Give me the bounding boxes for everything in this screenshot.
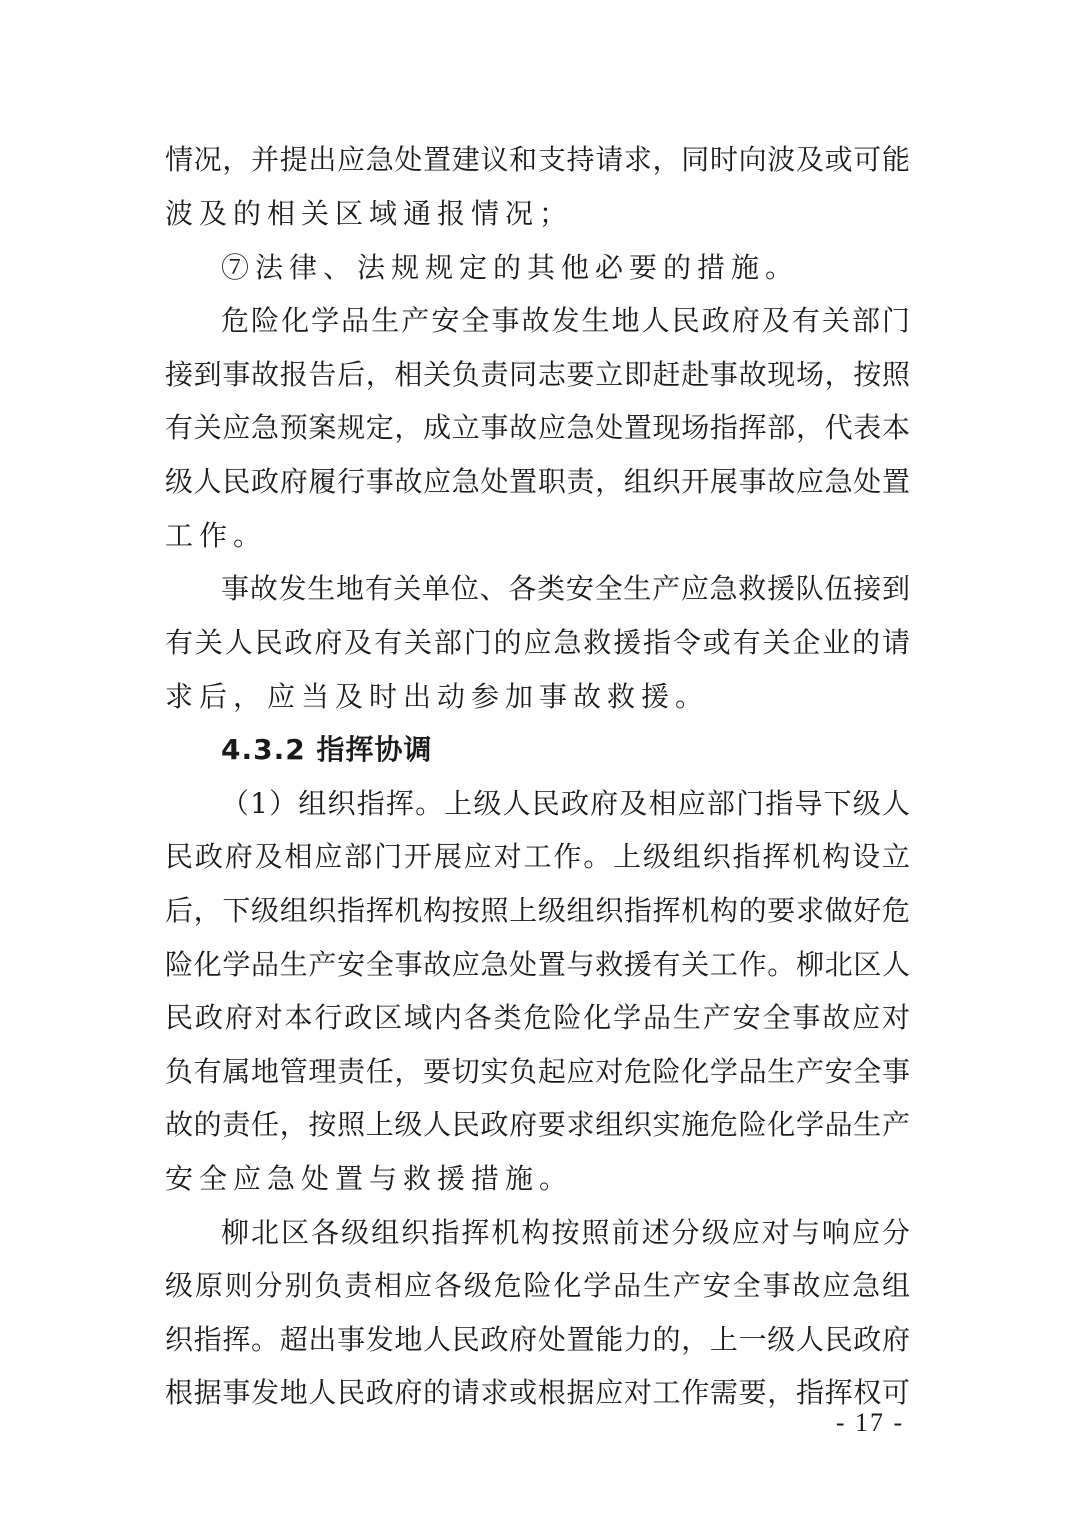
paragraph-start-line: 危险化学品生产安全事故发生地人民政府及有关部门 xyxy=(221,304,910,337)
text-line: ⑦法律、法规规定的其他必要的措施。 xyxy=(221,251,800,284)
paragraph-start-line: （1）组织指挥。上级人民政府及相应部门指导下级人 xyxy=(221,787,910,820)
text-line: 情况，并提出应急处置建议和支持请求，同时向波及或可能 xyxy=(165,143,910,176)
text-line: 民政府对本行政区域内各类危险化学品生产安全事故应对 xyxy=(165,1001,910,1034)
text-line: 工作。 xyxy=(165,519,268,552)
text-line: 有关人民政府及有关部门的应急救援指令或有关企业的请 xyxy=(165,626,910,659)
text-line: 后，下级组织指挥机构按照上级组织指挥机构的要求做好危 xyxy=(165,894,910,927)
text-line: 级人民政府履行事故应急处置职责，组织开展事故应急处置 xyxy=(165,465,910,498)
text-line: 故的责任，按照上级人民政府要求组织实施危险化学品生产 xyxy=(165,1108,910,1141)
text-line: 波及的相关区域通报情况； xyxy=(165,197,574,230)
page-number: - 17 - xyxy=(835,1408,905,1437)
paragraph-start-line: 事故发生地有关单位、各类安全生产应急救援队伍接到 xyxy=(221,572,910,605)
text-line: 有关应急预案规定，成立事故应急处置现场指挥部，代表本 xyxy=(165,411,910,444)
text-line: 级原则分别负责相应各级危险化学品生产安全事故应急组 xyxy=(165,1269,910,1302)
text-line: 根据事发地人民政府的请求或根据应对工作需要，指挥权可 xyxy=(165,1376,910,1409)
text-line: 安全应急处置与救援措施。 xyxy=(165,1162,574,1195)
text-line: 织指挥。超出事发地人民政府处置能力的，上一级人民政府 xyxy=(165,1323,910,1356)
paragraph-start-line: 柳北区各级组织指挥机构按照前述分级应对与响应分 xyxy=(221,1216,910,1249)
text-line: 负有属地管理责任，要切实负起应对危险化学品生产安全事 xyxy=(165,1055,910,1088)
text-line: 险化学品生产安全事故应急处置与救援有关工作。柳北区人 xyxy=(165,948,910,981)
text-line: 接到事故报告后，相关负责同志要立即赶赴事故现场，按照 xyxy=(165,358,910,391)
text-line: 民政府及相应部门开展应对工作。上级组织指挥机构设立 xyxy=(165,840,910,873)
text-line: 求后，应当及时出动参加事故救援。 xyxy=(165,680,710,713)
section-heading: 4.3.2 指挥协调 xyxy=(221,733,433,766)
